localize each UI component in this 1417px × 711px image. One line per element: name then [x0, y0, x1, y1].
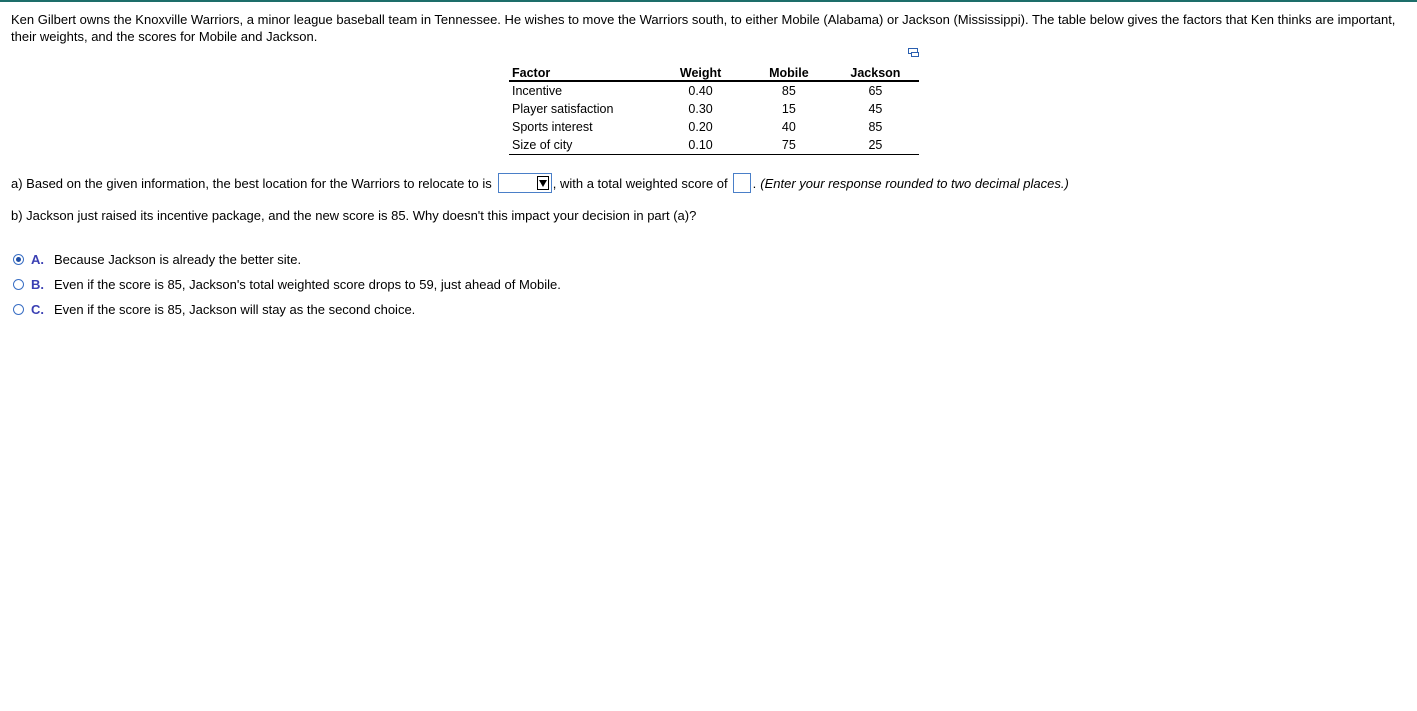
option-text: Even if the score is 85, Jackson will stay as the second choice. [54, 302, 416, 317]
question-a-middle: , with a total weighted score of [552, 175, 728, 191]
option-letter: A. [31, 252, 44, 267]
radio-button[interactable] [13, 254, 24, 265]
cell-jackson: 25 [832, 136, 919, 155]
cell-weight: 0.30 [688, 102, 713, 116]
radio-button[interactable] [13, 304, 24, 315]
question-a-suffix: . [752, 175, 757, 191]
radio-button[interactable] [13, 279, 24, 290]
triangle-down-icon[interactable] [537, 176, 549, 190]
cell-weight: 0.10 [655, 136, 746, 155]
table-row [509, 81, 919, 100]
cell-factor: Player satisfaction [512, 102, 614, 116]
location-select[interactable] [498, 173, 552, 193]
table-row [509, 118, 919, 136]
option-c[interactable] [13, 297, 561, 322]
option-letter: B. [31, 277, 44, 292]
question-a-prefix: a) Based on the given information, the best location for the Warriors to relocate to is [11, 175, 492, 191]
cell-mobile: 15 [781, 102, 796, 116]
option-a[interactable] [13, 247, 561, 272]
cell-mobile: 40 [781, 120, 796, 134]
factors-table [509, 62, 919, 155]
header-jackson: Jackson [832, 62, 919, 81]
table-header-row [509, 62, 919, 81]
weighted-score-input[interactable] [733, 173, 751, 193]
question-b: b) Jackson just raised its incentive package, and the new score is 85. Why doesn't this impact your decision in part (a)? [11, 208, 697, 223]
header-mobile: Mobile [746, 62, 832, 81]
answer-options [13, 247, 561, 322]
copy-table-icon[interactable] [908, 48, 920, 58]
cell-factor: Size of city [509, 136, 655, 155]
cell-weight: 0.20 [688, 120, 713, 134]
cell-factor: Sports interest [512, 120, 593, 134]
option-text: Even if the score is 85, Jackson's total weighted score drops to 59, just ahead of Mobile. [54, 277, 561, 292]
problem-statement: Ken Gilbert owns the Knoxville Warriors, a minor league baseball team in Tennessee. He wishes to move the Warriors south, to either Mobile (Alabama) or Jackson (Mississippi). The table below gives the factors that Ken thinks are important, their weights, and the scores for Mobile and Jackson. [11, 12, 1396, 44]
rounding-hint: (Enter your response rounded to two decimal places.) [760, 175, 1069, 191]
option-text: Because Jackson is already the better site. [54, 252, 302, 267]
question-a [11, 172, 1069, 194]
table-row [509, 100, 919, 118]
option-letter: C. [31, 302, 44, 317]
cell-mobile: 75 [746, 136, 832, 155]
top-accent-bar [0, 0, 1417, 2]
cell-mobile: 85 [781, 84, 796, 98]
cell-jackson: 85 [868, 120, 883, 134]
cell-weight: 0.40 [688, 84, 713, 98]
cell-factor: Incentive [512, 84, 563, 98]
header-weight: Weight [655, 62, 746, 81]
cell-jackson: 45 [868, 102, 883, 116]
radio-selected-dot [16, 257, 21, 262]
cell-jackson: 65 [868, 84, 883, 98]
table-row [509, 136, 919, 155]
header-factor: Factor [509, 62, 655, 81]
option-b[interactable] [13, 272, 561, 297]
